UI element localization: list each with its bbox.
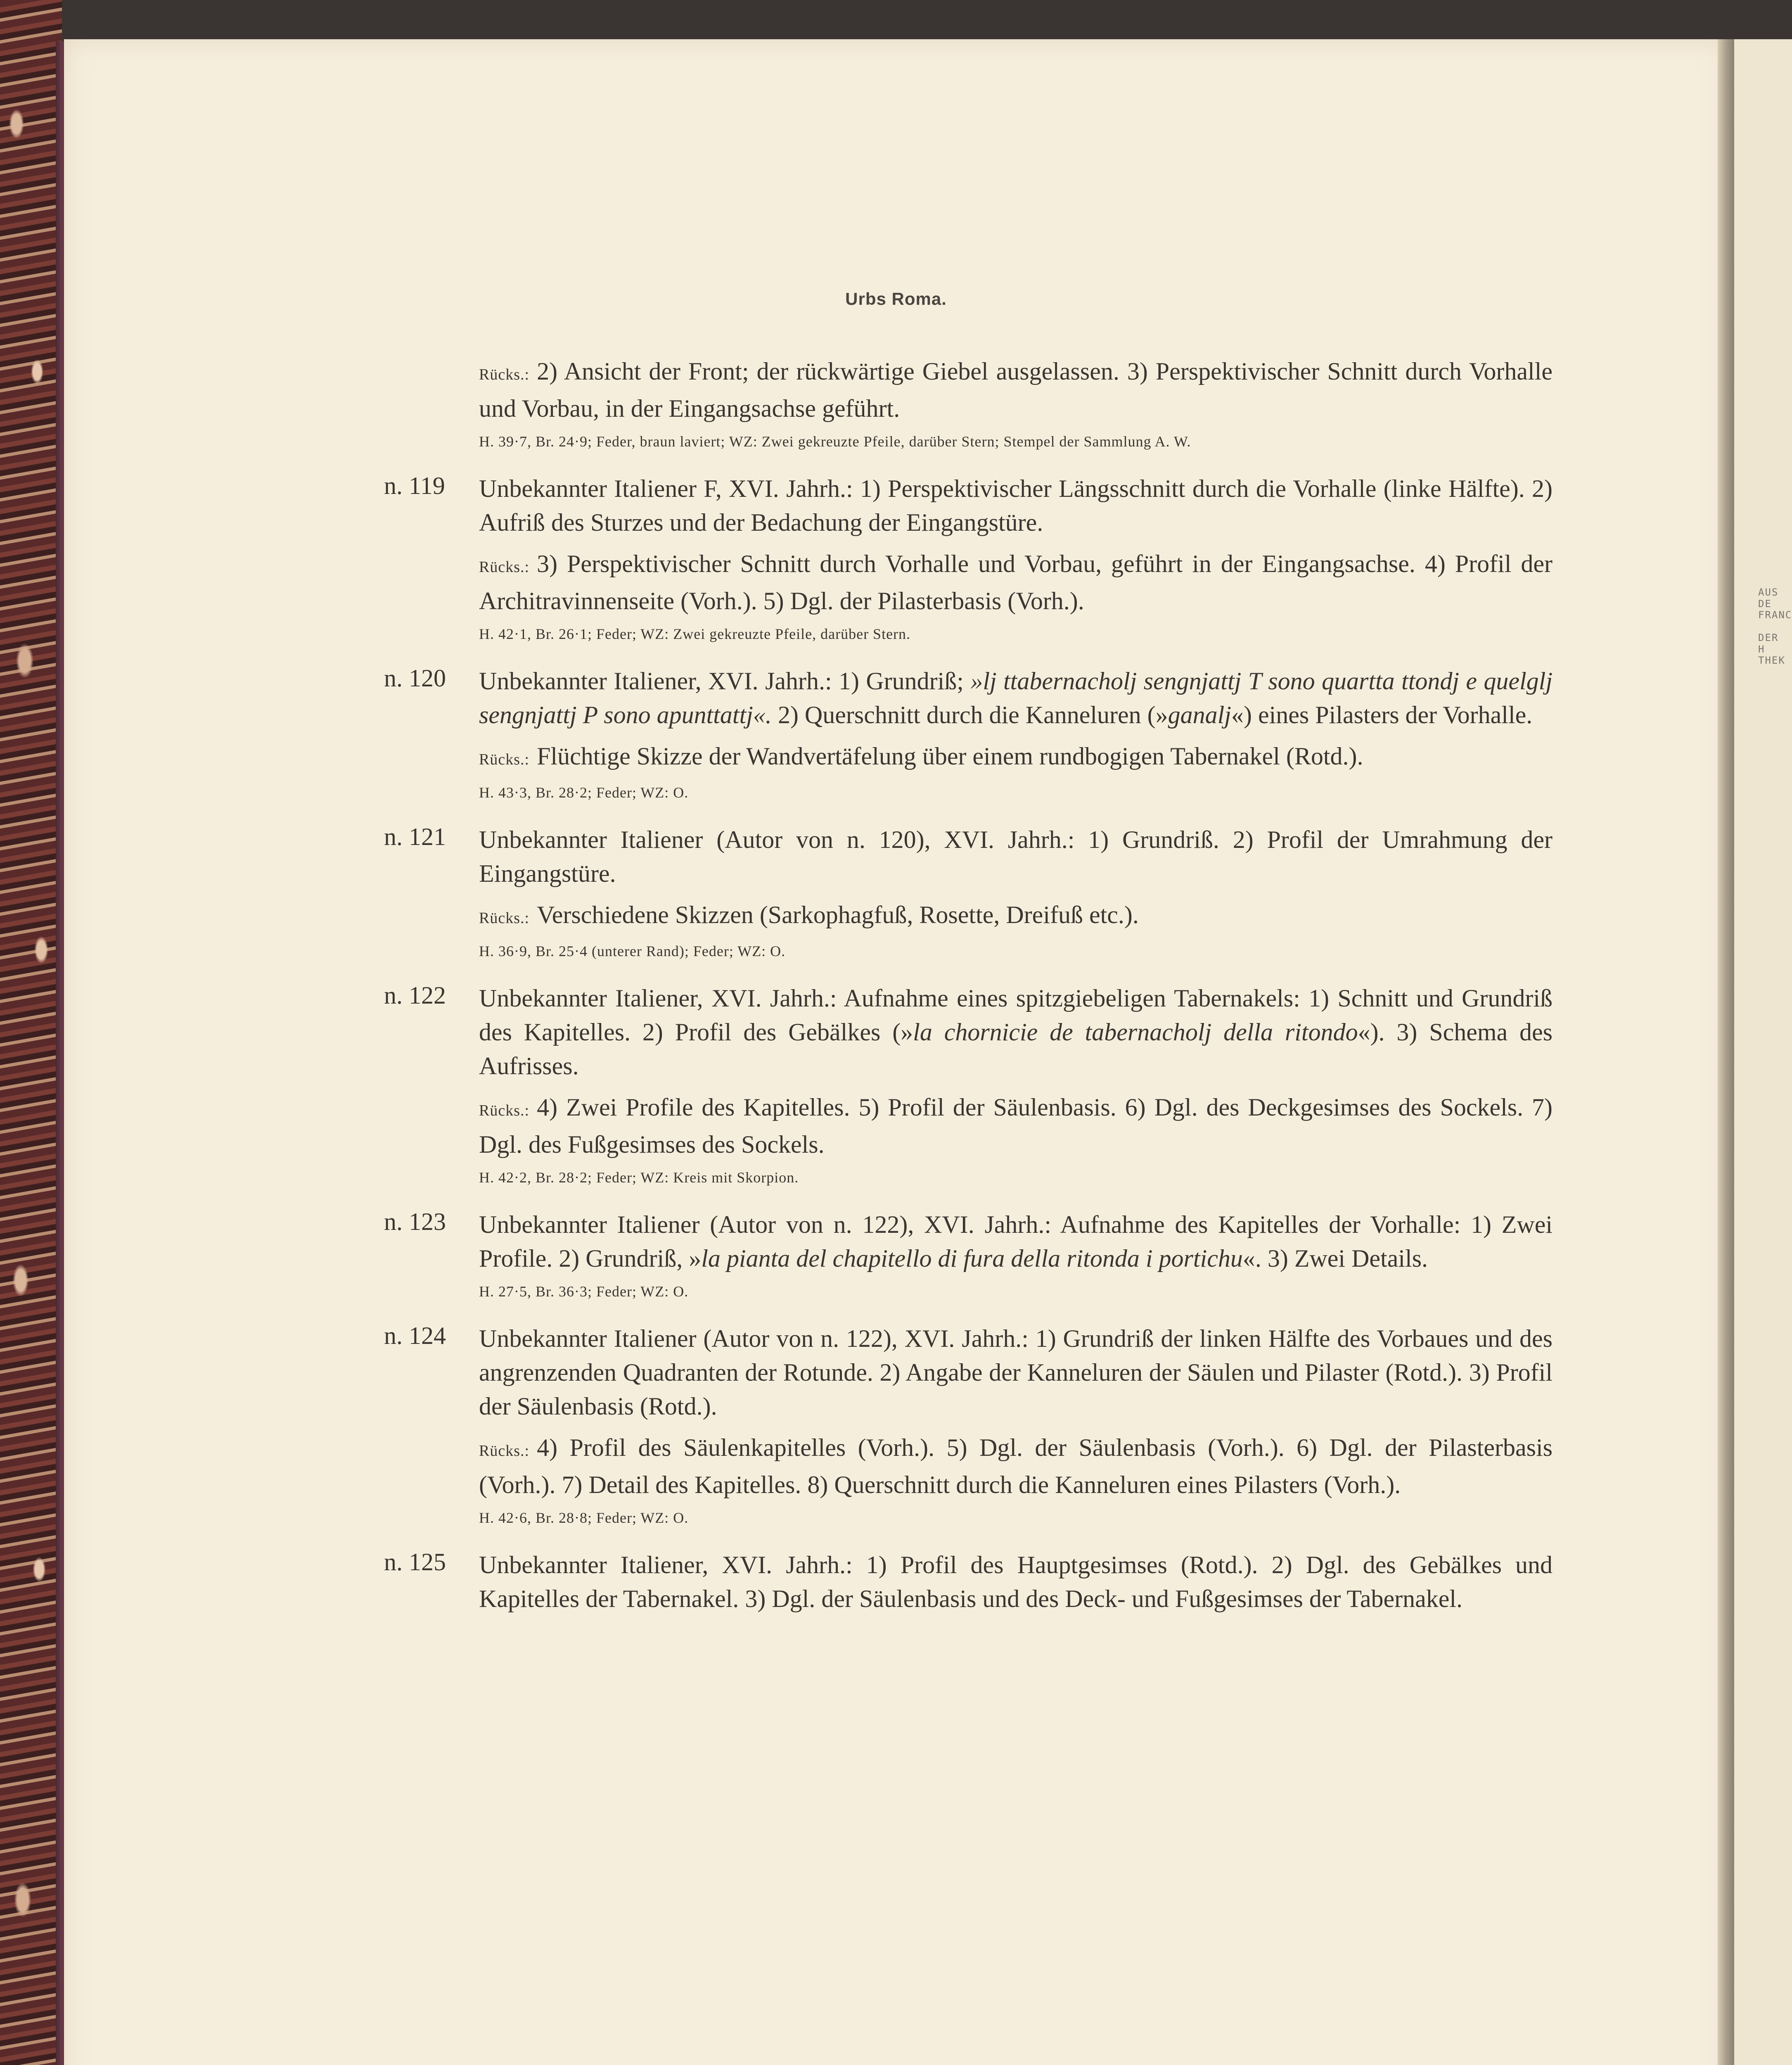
verso-label: Rücks.:	[479, 1102, 530, 1119]
catalogue-entry	[384, 981, 1553, 1188]
verso-label: Rücks.:	[479, 909, 530, 927]
verso-text: 4) Zwei Profile des Kapitelles. 5) Profil der Säulenbasis. 6) Dgl. des Deckgesimses des Sockels. 7) Dgl. des Fußgesimses des Sockels.	[479, 1094, 1553, 1158]
entry-description: Unbekannter Italiener, XVI. Jahrh.: 1) Profil des Hauptgesimses (Rotd.). 2) Dgl. des Gebälkes und Kapitelles der Tabernakel. 3) Dgl. der Säulenbasis und des Deck- und Fußgesimses der Tabernakel.	[479, 1551, 1553, 1612]
entry-text: «. 3) Zwei Details.	[1242, 1245, 1428, 1272]
catalogue-entry	[384, 823, 1553, 961]
entry-number: n. 122	[384, 982, 446, 1009]
dimensions-line: H. 42·1, Br. 26·1; Feder; WZ: Zwei gekreuzte Pfeile, darüber Stern.	[479, 626, 911, 642]
verso-text: 4) Profil des Säulenkapitelles (Vorh.). 5) Dgl. der Säulenbasis (Vorh.). 6) Dgl. der Pilasterbasis (Vorh.). 7) Detail des Kapitelles. 8) Querschnitt durch die Kanneluren eines Pilasters (Vorh.).	[479, 1434, 1553, 1498]
italic-quotation: »lj ttabernacholj sengnjattj T sono quartta ttondj e quelglj sengnjattj P sono apunttattj«.	[479, 667, 1553, 729]
dimensions-line: H. 43·3, Br. 28·2; Feder; WZ: O.	[479, 784, 689, 801]
verso-description	[479, 739, 1553, 776]
entry-description: Unbekannter Italiener (Autor von n. 120), XVI. Jahrh.: 1) Grundriß. 2) Profil der Umrahmung der Eingangstüre.	[479, 826, 1553, 887]
entry-text: Unbekannter Italiener, XVI. Jahrh.: 1) Grundriß;	[479, 667, 964, 695]
catalogue-entry	[384, 472, 1553, 644]
verso-text: Flüchtige Skizze der Wandvertäfelung über einem rundbogigen Tabernakel (Rotd.).	[537, 743, 1363, 770]
page-gutter	[1718, 39, 1734, 2065]
margin-stamp-line: AUS DE	[1758, 586, 1779, 610]
margin-stamp-line: FRANC	[1758, 609, 1792, 621]
verso-description	[479, 1090, 1553, 1161]
italic-quotation: la chornicie de tabernacholj della ritondo	[913, 1018, 1358, 1046]
dimensions-line: H. 42·6, Br. 28·8; Feder; WZ: O.	[479, 1510, 689, 1526]
entry-text: «). 3) Schema des Aufrisses.	[479, 1018, 1553, 1080]
verso-text: 3) Perspektivischer Schnitt durch Vorhalle und Vorbau, geführt in der Eingangsachse. 4) Profil der Architravinnenseite (Vorh.). 5) Dgl. der Pilasterbasis (Vorh.).	[479, 550, 1553, 615]
margin-stamp-line: DER H	[1758, 632, 1779, 655]
entry-number: n. 120	[384, 665, 446, 692]
catalogue-content	[384, 347, 1553, 1635]
entry-number: n. 125	[384, 1548, 446, 1576]
entry-continuation	[479, 354, 1553, 452]
catalogue-entry	[384, 664, 1553, 803]
entry-number: n. 123	[384, 1208, 446, 1235]
entry-description	[479, 981, 1553, 1083]
verso-label: Rücks.:	[479, 366, 530, 383]
entry-number: n. 124	[384, 1322, 446, 1349]
verso-description	[479, 547, 1553, 618]
verso-label: Rücks.:	[479, 558, 530, 576]
running-head: Urbs Roma.	[845, 289, 947, 309]
entry-number: n. 121	[384, 823, 446, 850]
verso-label: Rücks.:	[479, 751, 530, 768]
verso-label: Rücks.:	[479, 1442, 530, 1460]
entry-number: n. 119	[384, 472, 445, 499]
entry-description: Unbekannter Italiener (Autor von n. 122), XVI. Jahrh.: 1) Grundriß der linken Hälfte des Vorbaues und des angrenzenden Quadranten der Rotunde. 2) Angabe der Kanneluren der Säulen und Pilaster (Rotd.). 3) Profil der Säulenbasis (Rotd.).	[479, 1325, 1553, 1420]
italic-quotation: ganalj	[1168, 701, 1231, 729]
facing-page-edge	[1734, 39, 1792, 2065]
margin-stamp-line: THEK	[1758, 655, 1785, 666]
entry-text: Unbekannter Italiener, XVI. Jahrh.: Aufnahme eines spitzgiebeligen Tabernakels: 1) Schnitt und Grundriß des Kapitelles. 2) Profil des Gebälkes (»	[479, 985, 1553, 1046]
entry-text: Unbekannter Italiener (Autor von n. 122), XVI. Jahrh.: Aufnahme des Kapitelles der Vorhalle: 1) Zwei Profile. 2) Grundriß, »	[479, 1211, 1553, 1272]
verso-description	[479, 1431, 1553, 1502]
dimensions-line: H. 39·7, Br. 24·9; Feder, braun laviert; WZ: Zwei gekreuzte Pfeile, darüber Stern; Stempel der Sammlung A. W.	[479, 433, 1191, 450]
dimensions-line: H. 42·2, Br. 28·2; Feder; WZ: Kreis mit Skorpion.	[479, 1169, 799, 1186]
entry-description	[479, 1208, 1553, 1275]
verso-description	[479, 354, 1553, 425]
entry-text: 2) Querschnitt durch die Kanneluren (»	[777, 701, 1168, 729]
entry-text: «) eines Pilasters der Vorhalle.	[1231, 701, 1533, 729]
verso-text: 2) Ansicht der Front; der rückwärtige Giebel ausgelassen. 3) Perspektivischer Schnitt durch Vorhalle und Vorbau, in der Eingangsachse geführt.	[479, 358, 1553, 422]
dimensions-line: H. 27·5, Br. 36·3; Feder; WZ: O.	[479, 1283, 689, 1300]
catalogue-entry	[384, 1208, 1553, 1302]
catalogue-entry	[384, 1322, 1553, 1528]
italic-quotation: la pianta del chapitello di fura della ritonda i portichu	[701, 1245, 1243, 1272]
entry-description	[479, 664, 1553, 732]
dimensions-line: H. 36·9, Br. 25·4 (unterer Rand); Feder; WZ: O.	[479, 943, 786, 959]
verso-text: Verschiedene Skizzen (Sarkophagfuß, Rosette, Dreifuß etc.).	[537, 901, 1139, 928]
marbled-binding	[0, 0, 62, 2065]
entry-description: Unbekannter Italiener F, XVI. Jahrh.: 1) Perspektivischer Längsschnitt durch die Vorhalle (linke Hälfte). 2) Aufriß des Sturzes und der Bedachung der Eingangstüre.	[479, 475, 1553, 536]
verso-description	[479, 898, 1553, 935]
catalogue-entry	[384, 1548, 1553, 1616]
